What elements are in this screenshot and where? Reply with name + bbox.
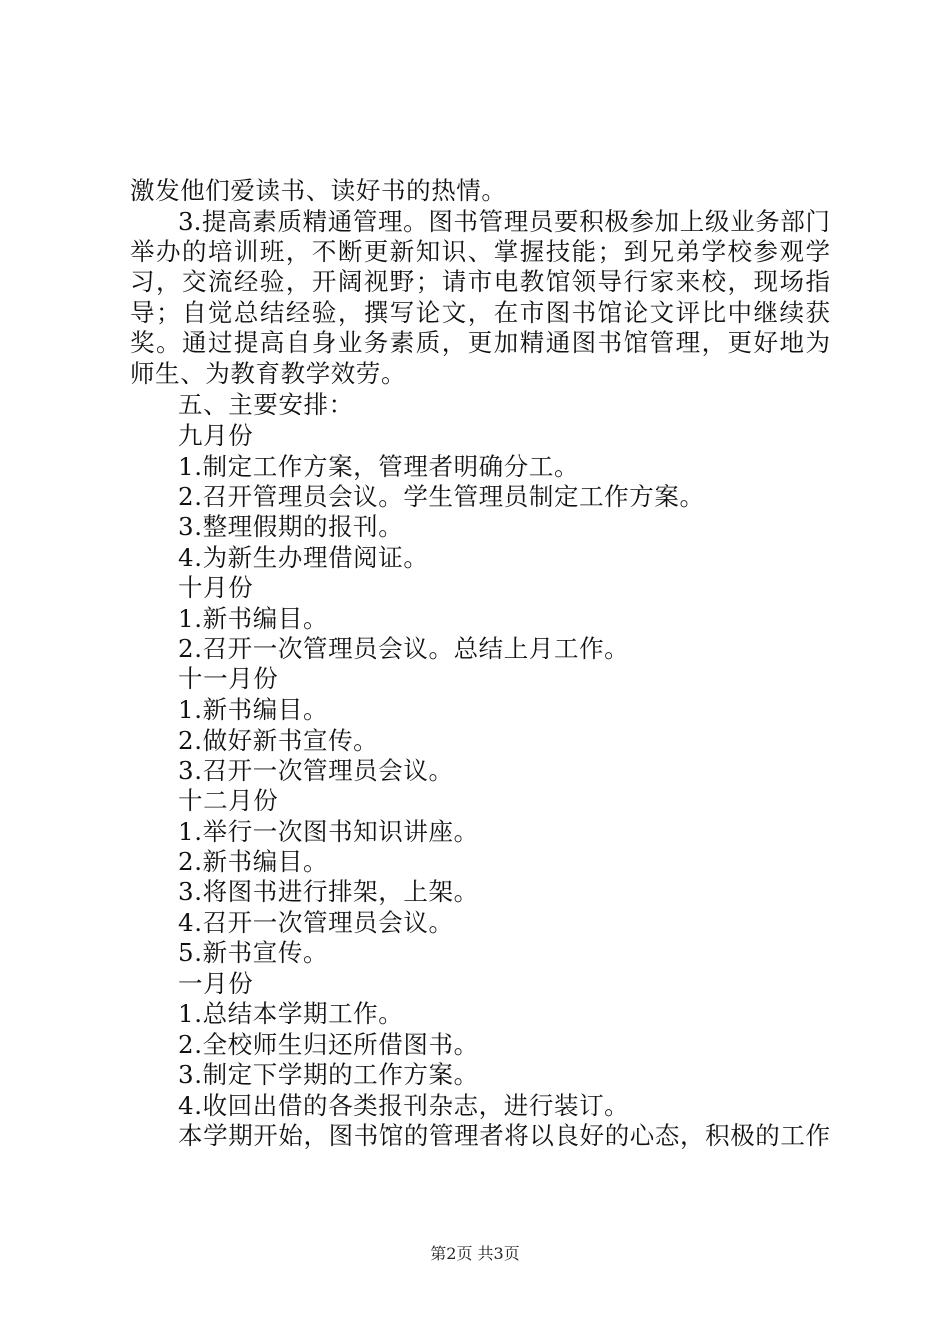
- list-item: 3.召开一次管理员会议。: [178, 756, 454, 785]
- list-item: 3.将图书进行排架，上架。: [178, 877, 479, 906]
- list-item: 4.收回出借的各类报刊杂志，进行装订。: [178, 1091, 630, 1120]
- list-item: 2.召开一次管理员会议。总结上月工作。: [178, 634, 630, 663]
- list-item: 1.总结本学期工作。: [178, 999, 404, 1028]
- list-item: 2.全校师生归还所借图书。: [178, 1030, 479, 1059]
- month-heading-november: 十一月份: [178, 664, 279, 693]
- page-number-footer: 第2页 共3页: [430, 1244, 520, 1263]
- closing-paragraph-line: 本学期开始，图书馆的管理者将以良好的心态，积极的工作: [178, 1121, 830, 1150]
- list-item: 3.制定下学期的工作方案。: [178, 1060, 479, 1089]
- item3-line4: 导；自觉总结经验，撰写论文，在市图书馆论文评比中继续获: [130, 298, 830, 327]
- month-heading-january: 一月份: [178, 969, 254, 998]
- item3-line2: 举办的培训班，不断更新知识、掌握技能；到兄弟学校参观学: [130, 237, 830, 266]
- list-item: 3.整理假期的报刊。: [178, 512, 404, 541]
- list-item: 1.新书编目。: [178, 604, 329, 633]
- month-heading-october: 十月份: [178, 573, 254, 602]
- list-item: 2.召开管理员会议。学生管理员制定工作方案。: [178, 482, 705, 511]
- month-heading-september: 九月份: [178, 421, 254, 450]
- intro-paragraph-end: 激发他们爱读书、读好书的热情。: [130, 176, 507, 205]
- list-item: 4.召开一次管理员会议。: [178, 908, 454, 937]
- list-item: 1.新书编目。: [178, 695, 329, 724]
- list-item: 2.新书编目。: [178, 847, 329, 876]
- month-heading-december: 十二月份: [178, 786, 279, 815]
- list-item: 5.新书宣传。: [178, 938, 329, 967]
- section5-heading: 五、主要安排：: [178, 390, 354, 419]
- item3-line1: 3.提高素质精通管理。图书管理员要积极参加上级业务部门: [178, 207, 830, 236]
- list-item: 1.举行一次图书知识讲座。: [178, 817, 479, 846]
- item3-line3: 习，交流经验，开阔视野；请市电教馆领导行家来校，现场指: [130, 267, 830, 296]
- list-item: 2.做好新书宣传。: [178, 726, 379, 755]
- item3-line6: 师生、为教育教学效劳。: [130, 359, 407, 388]
- list-item: 1.制定工作方案，管理者明确分工。: [178, 452, 580, 481]
- list-item: 4.为新生办理借阅证。: [178, 543, 429, 572]
- item3-line5: 奖。通过提高自身业务素质，更加精通图书馆管理，更好地为: [130, 328, 830, 357]
